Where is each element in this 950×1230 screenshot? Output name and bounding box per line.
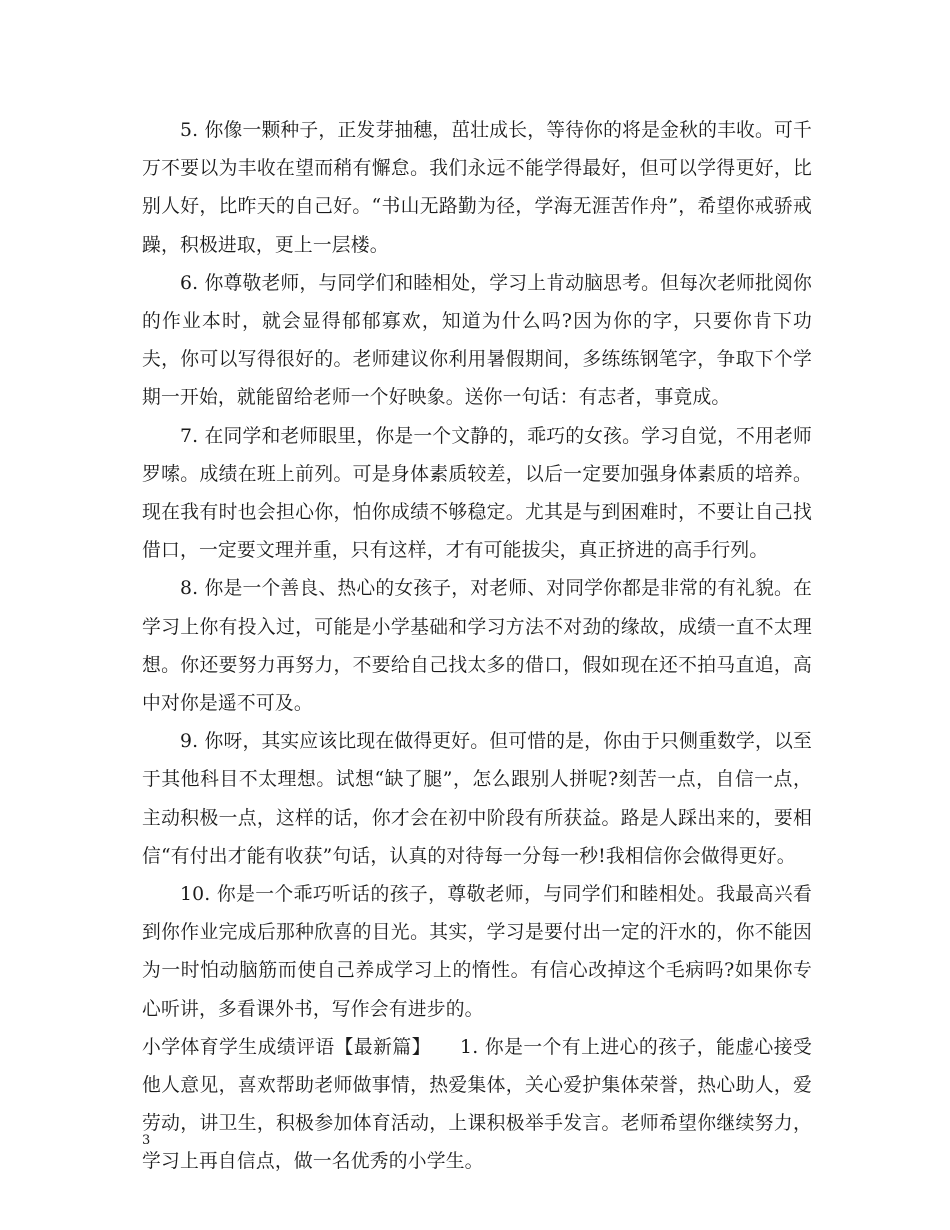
page-number: 3 bbox=[142, 1133, 151, 1148]
comment-paragraph-8: 8. 你是一个善良、热心的女孩子，对老师、对同学你都是非常的有礼貌。在学习上你有投入过，可能是小学基础和学习方法不对劲的缘故，成绩一直不太理想。你还要努力再努力，不要给自己找太多的借口，假如现在还不拍马直追，高中对你是遥不可及。 bbox=[142, 578, 812, 715]
comment-paragraph-7: 7. 在同学和老师眼里，你是一个文静的，乖巧的女孩。学习自觉，不用老师罗嗦。成绩在班上前列。可是身体素质较差，以后一定要加强身体素质的培养。现在我有时也会担心你，怕你成绩不够稳定。尤其是与到困难时，不要让自己找借口，一定要文理并重，只有这样，才有可能拔尖，真正挤进的高手行列。 bbox=[142, 425, 812, 562]
comment-paragraph-6: 6. 你尊敬老师，与同学们和睦相处，学习上肯动脑思考。但每次老师批阅你的作业本时，就会显得郁郁寡欢，知道为什么吗?因为你的字，只要你肯下功夫，你可以写得很好的。老师建议你利用暑假期间，多练练钢笔字，争取下个学期一开始，就能留给老师一个好映象。送你一句话：有志者，事竟成。 bbox=[142, 272, 812, 409]
section-paragraph-pe-comments: 小学体育学生成绩评语【最新篇】 1. 你是一个有上进心的孩子，能虚心接受他人意见，喜欢帮助老师做事情，热爱集体，关心爱护集体荣誉，热心助人，爱劳动，讲卫生，积极参加体育活动，上课积极举手发言。老师希望你继续努力，学习上再自信点，做一名优秀的小学生。 bbox=[142, 1036, 812, 1173]
comment-paragraph-9: 9. 你呀，其实应该比现在做得更好。但可惜的是，你由于只侧重数学，以至于其他科目不太理想。试想“缺了腿”，怎么跟别人拼呢?刻苦一点，自信一点，主动积极一点，这样的话，你才会在初中阶段有所获益。路是人踩出来的，要相信“有付出才能有收获”句话，认真的对待每一分每一秒!我相信你会做得更好。 bbox=[142, 731, 812, 867]
comment-paragraph-5: 5. 你像一颗种子，正发芽抽穗，茁壮成长，等待你的将是金秋的丰收。可千万不要以为丰收在望而稍有懈怠。我们永远不能学得最好，但可以学得更好，比别人好，比昨天的自己好。“书山无路勤为径，学海无涯苦作舟”，希望你戒骄戒躁，积极进取，更上一层楼。 bbox=[142, 120, 812, 256]
comment-paragraph-10: 10. 你是一个乖巧听话的孩子，尊敬老师，与同学们和睦相处。我最高兴看到你作业完成后那种欣喜的目光。其实，学习是要付出一定的汗水的，你不能因为一时怕动脑筋而使自己养成学习上的惰性。有信心改掉这个毛病吗?如果你专心听讲，多看课外书，写作会有进步的。 bbox=[142, 884, 812, 1020]
document-body bbox=[142, 112, 812, 1182]
